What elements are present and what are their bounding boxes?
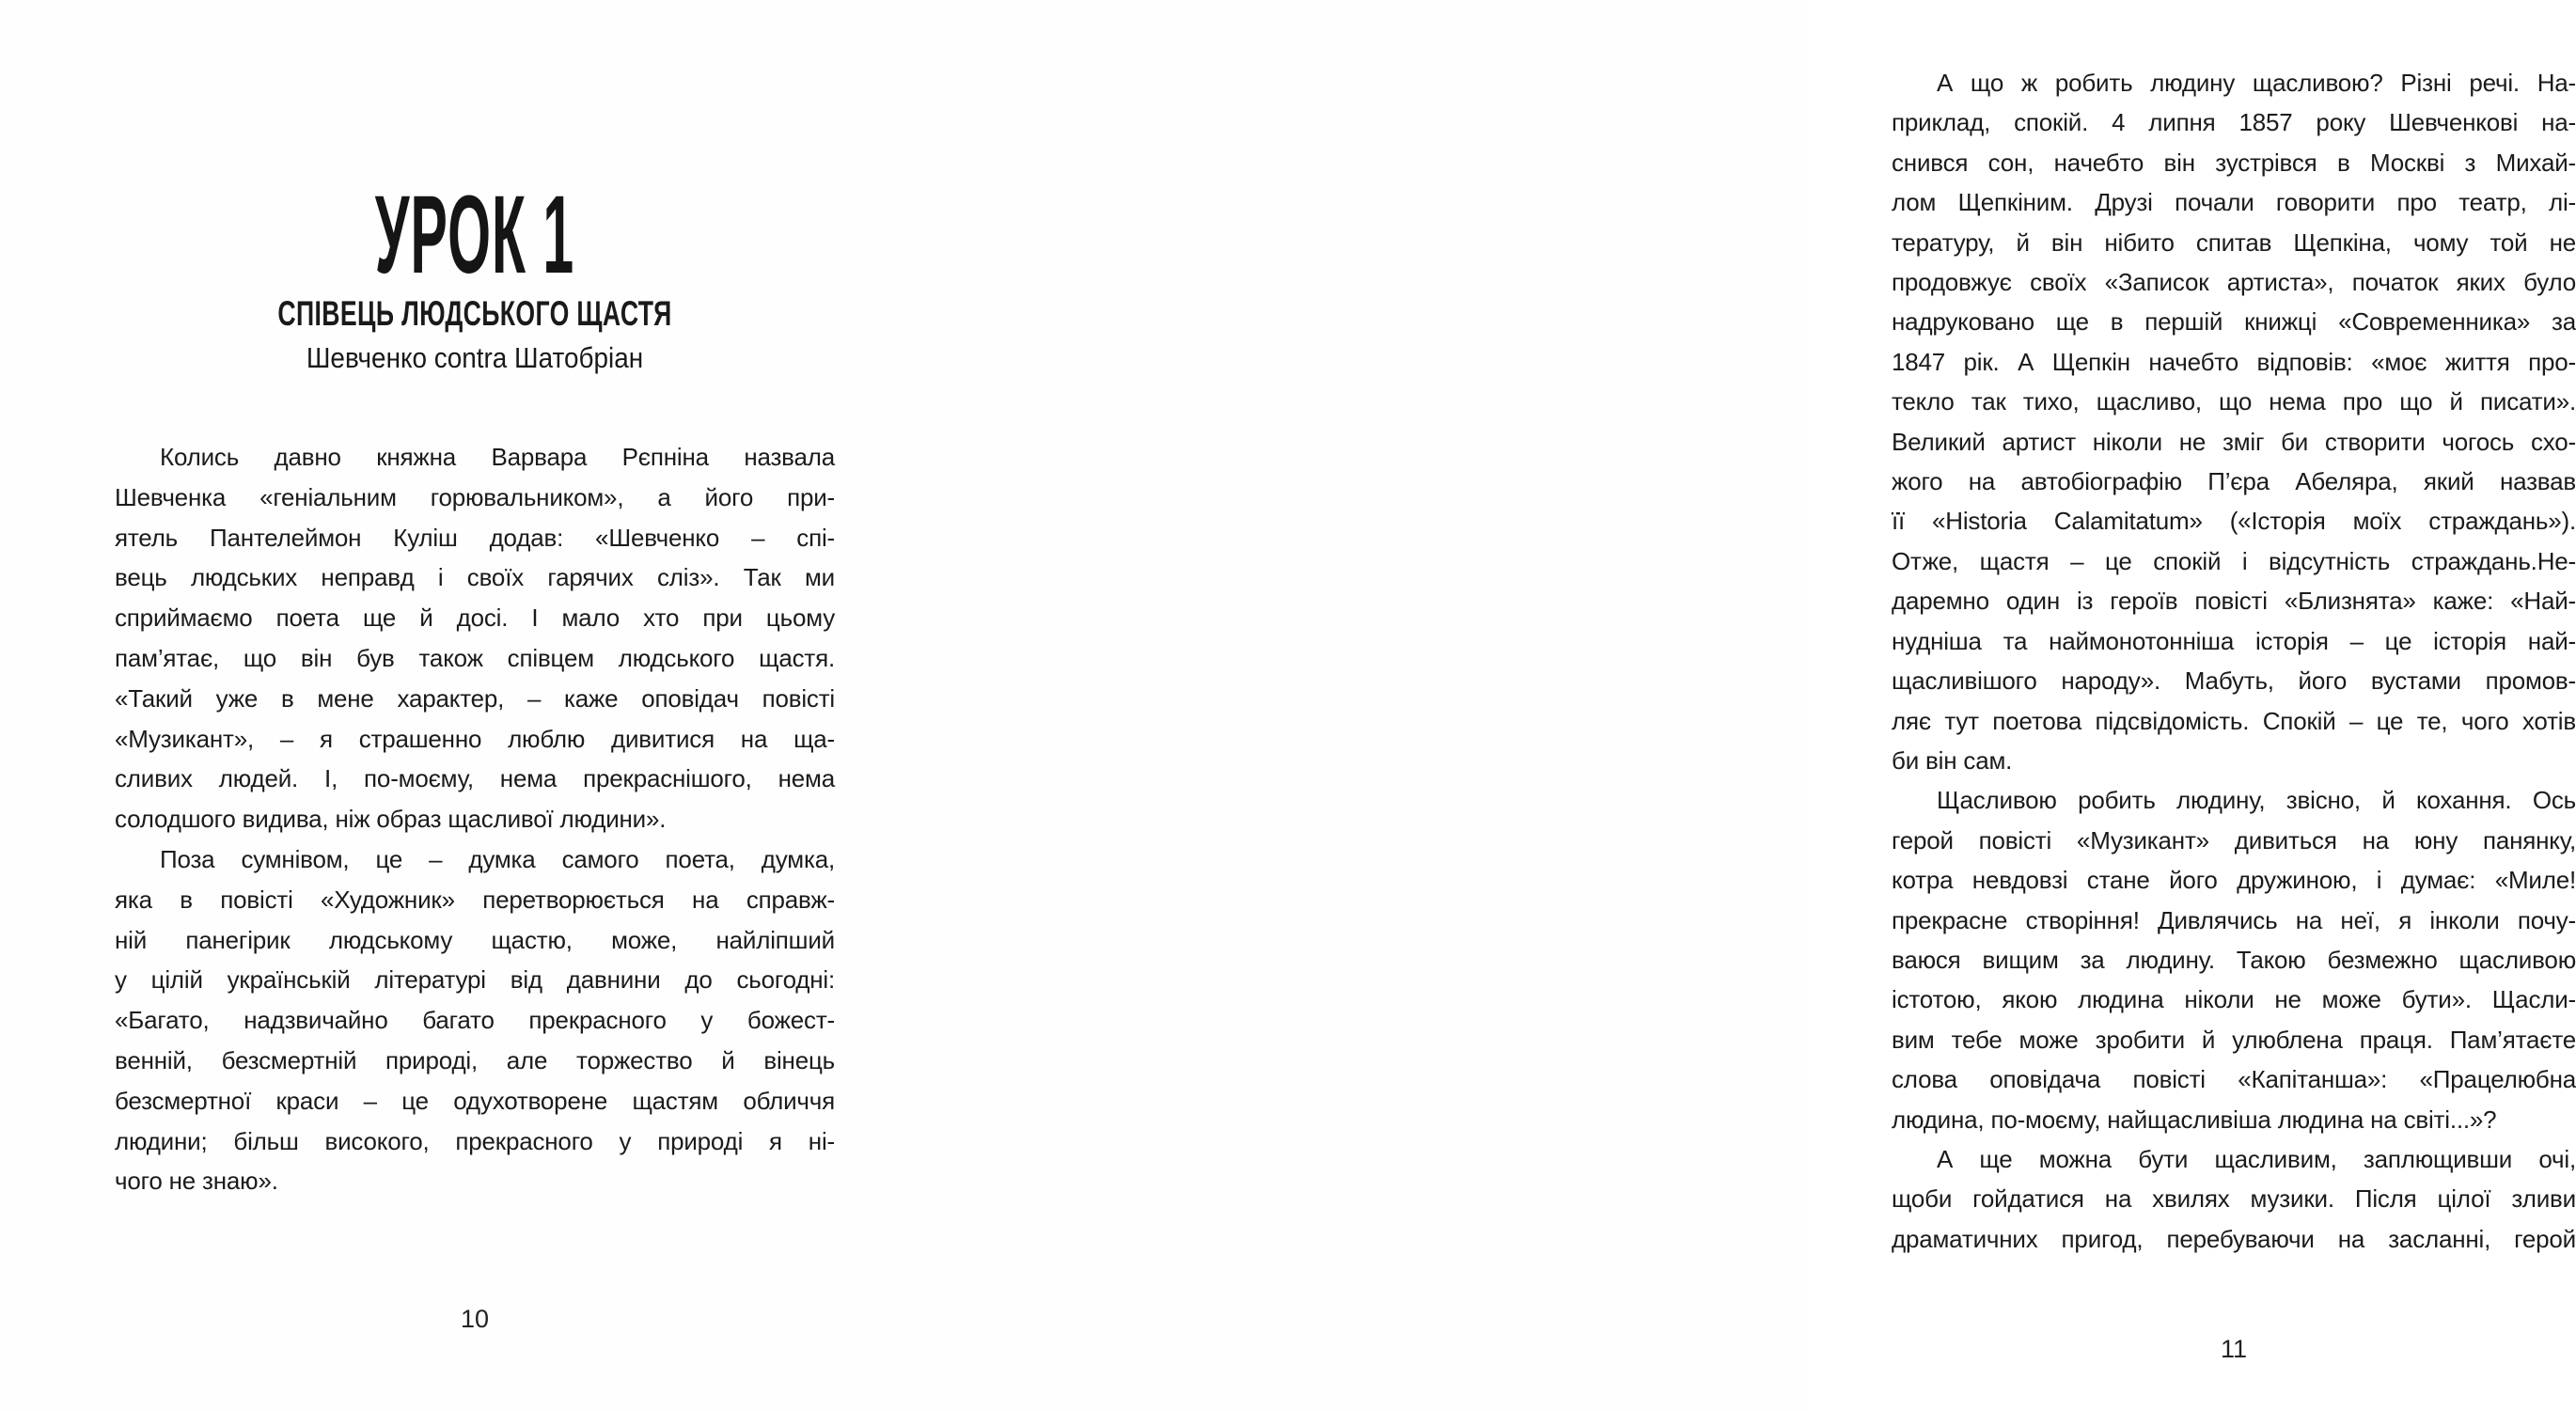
text-line: текло так тихо, щасливо, що нема про що й писати». [1892,387,2576,416]
text-line: ваюся вищим за людину. Такою безмежно щасливою [1892,945,2576,974]
text-line: істотою, якою людина ніколи не може бути». Щасли- [1892,985,2576,1014]
chapter-title: УРОК 1 [374,173,575,298]
page-right [903,0,2576,1411]
left-page-body-text [115,437,835,1201]
page-left [0,0,903,1411]
text-line: би він сам. [1892,745,2013,775]
text-line: Великий артист ніколи не зміг би створити чогось схо- [1892,427,2576,456]
text-line: надруковано ще в першій книжці «Современника» за [1892,307,2576,337]
text-line: нудніша та наймонотонніша історія – це історія най- [1892,626,2576,655]
text-line: лом Щепкіним. Друзі почали говорити про театр, лі- [1892,188,2576,217]
text-line: котра невдовзі стане його дружиною, і думає: «Миле! [1892,866,2576,895]
text-line: щасливішого народу». Мабуть, його вустами промов- [1892,666,2576,696]
text-line: Колись давно княжна Варвара Рєпніна назвала [160,443,835,471]
text-line: людини; більш високого, прекрасного у природі я ні- [115,1126,835,1155]
text-line: щоби гойдатися на хвилях музики. Після цілої зливи [1892,1184,2576,1214]
text-line: чого не знаю». [115,1167,278,1196]
text-line: приклад, спокій. 4 липня 1857 року Шевченкові на- [1892,108,2576,137]
text-line: прекрасне створіння! Дивлячись на неї, я інколи почу- [1892,905,2576,934]
text-line: тературу, й він нібито спитав Щепкіна, чому той не [1892,227,2576,257]
text-line: Щасливою робить людину, звісно, й кохання. Ось [1937,786,2576,815]
text-line: Поза сумнівом, це – думка самого поета, думка, [160,844,835,873]
text-line: Шевченка «геніальним горювальником», а його при- [115,482,835,511]
page-number-right: 11 [2220,1335,2248,1363]
text-line: сприймаємо поета ще й досі. І мало хто при цьому [115,604,835,633]
text-line: драматичних пригод, перебуваючи на засланні, герой [1892,1224,2576,1253]
text-line: вим тебе може зробити й улюблена праця. Пам’ятаєте [1892,1025,2576,1054]
text-line: ній панегірик людському щастю, може, найліпший [115,925,835,954]
text-line: даремно один із героїв повісті «Близнята» каже: «Най- [1892,587,2576,616]
text-line: людина, по-моєму, найщасливіша людина на світі...»? [1892,1105,2497,1134]
text-line: у цілій українській літературі від давнини до сьогодні: [115,965,835,995]
text-line: венній, безсмертній природі, але торжество й вінець [115,1045,835,1074]
text-line: її «Historia Calamitatum» («Історія моїх страждань»). [1892,507,2576,536]
text-line: «Музикант», – я страшенно люблю дивитися на ща- [115,724,835,753]
text-line: солодшого видива, ніж образ щасливої людини». [115,805,667,834]
chapter-subtitle-secondary: Шевченко contra Шатобріан [306,341,644,374]
text-line: «Такий уже в мене характер, – каже оповідач повісті [115,683,835,713]
right-page-body-text [1892,63,2576,1259]
page-number-left: 10 [460,1305,490,1333]
text-line: яка в повісті «Художник» перетворюється на справж- [115,885,835,914]
text-line: Отже, щастя – це спокій і відсутність страждань.Не- [1892,546,2576,575]
text-line: ятель Пантелеймон Куліш додав: «Шевченко – спі- [115,523,835,552]
text-line: А ще можна бути щасливим, заплющивши очі, [1937,1144,2576,1173]
text-line: «Багато, надзвичайно багато прекрасного у божест- [115,1006,835,1035]
text-line: безсмертної краси – це одухотворене щастям обличчя [115,1086,835,1115]
text-line: жого на автобіографію П’єра Абеляра, який назвав [1892,467,2576,496]
text-line: герой повісті «Музикант» дивиться на юну панянку, [1892,825,2576,854]
text-line: снився сон, начебто він зустрівся в Москві з Михай- [1892,148,2576,177]
text-line: ляє тут поетова підсвідомість. Спокій – це те, чого хотів [1892,706,2576,735]
text-line: пам’ятає, що він був також співцем людського щастя. [115,643,835,672]
text-line: 1847 рік. А Щепкін начебто відповів: «моє життя про- [1892,347,2576,376]
chapter-subtitle: СПІВЕЦЬ ЛЮДСЬКОГО ЩАСТЯ [277,294,672,333]
text-line: сливих людей. І, по-моєму, нема прекраснішого, нема [115,764,835,793]
text-line: А що ж робить людину щасливою? Різні речі. На- [1937,69,2576,97]
text-line: слова оповідача повісті «Капітанша»: «Працелюбна [1892,1065,2576,1094]
text-line: продовжує своїх «Записок артиста», початок яких було [1892,268,2576,297]
text-line: вець людських неправд і своїх гарячих сліз». Так ми [115,563,835,592]
